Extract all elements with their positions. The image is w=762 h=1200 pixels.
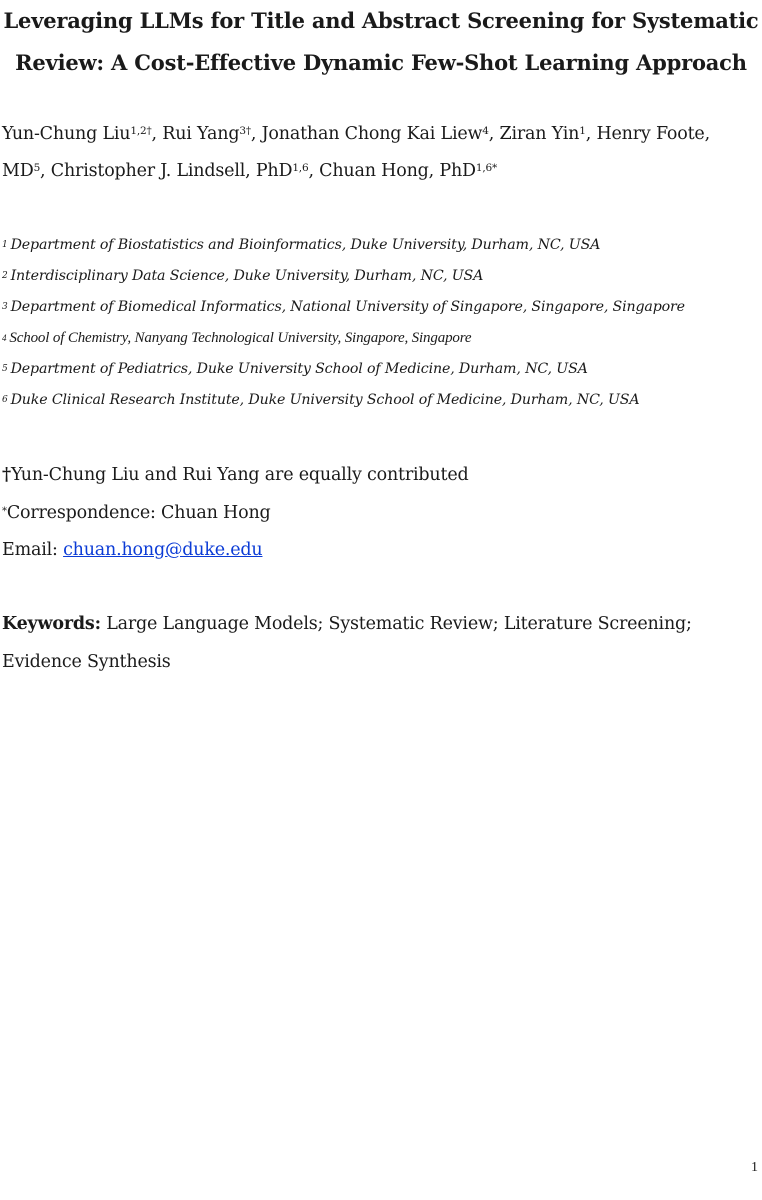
- affiliation-text: Interdisciplinary Data Science, Duke University, Durham, NC, USA: [10, 268, 484, 284]
- page-number: 1: [751, 1160, 758, 1175]
- author-affiliation-marker: 1,6*: [475, 162, 497, 174]
- affiliation-item: [2, 354, 685, 385]
- author-name: Christopher J. Lindsell, PhD: [50, 161, 293, 181]
- affiliation-text: Department of Pediatrics, Duke University School of Medicine, Durham, NC, USA: [10, 361, 588, 377]
- keywords-text: Large Language Models; Systematic Review; Literature Screening;: [100, 614, 692, 634]
- author-line-1: [2, 116, 758, 153]
- affiliation-item: [2, 261, 685, 292]
- keywords-section: [2, 606, 752, 681]
- author-separator: ,: [250, 124, 262, 144]
- affiliation-number: 6: [2, 395, 8, 405]
- keywords-label: Keywords:: [2, 614, 101, 634]
- author-separator: ,: [151, 124, 163, 144]
- author-list: [2, 116, 758, 190]
- author-affiliation-marker: 1,2†: [130, 125, 152, 137]
- affiliation-list: [2, 230, 685, 416]
- author-affiliation-marker: 1: [579, 125, 586, 137]
- author-name: Jonathan Chong Kai Liew: [261, 124, 483, 144]
- email-link[interactable]: chuan.hong@duke.edu: [63, 540, 263, 560]
- asterisk-mark: *: [2, 505, 7, 517]
- author-affiliation-marker: 3†: [239, 125, 251, 137]
- affiliation-text: Department of Biomedical Informatics, National University of Singapore, Singapore, Singapore: [10, 299, 685, 315]
- author-name: Henry Foote,: [596, 124, 710, 144]
- affiliation-item: [2, 292, 685, 323]
- equal-contribution-text: Yun-Chung Liu and Rui Yang are equally contributed: [10, 465, 469, 485]
- email-label: Email:: [2, 540, 64, 560]
- affiliation-number: 2: [2, 271, 8, 281]
- correspondence-note: [2, 495, 469, 533]
- keywords-line-2: Evidence Synthesis: [2, 651, 171, 672]
- author-separator: ,: [488, 124, 500, 144]
- affiliation-number: 5: [2, 364, 8, 374]
- author-name: Ziran Yin: [499, 124, 580, 144]
- keywords-line-1: [2, 606, 752, 644]
- affiliation-text: Department of Biostatistics and Bioinformatics, Duke University, Durham, NC, USA: [10, 237, 601, 253]
- paper-title: [0, 0, 762, 84]
- affiliation-text: School of Chemistry, Nanyang Technological University, Singapore, Singapore: [9, 330, 472, 346]
- dagger-mark: †: [2, 465, 11, 485]
- equal-contribution-note: [2, 457, 469, 495]
- affiliation-number: 4: [2, 333, 7, 343]
- author-line-2: [2, 153, 758, 190]
- email-line: [2, 532, 469, 570]
- affiliation-number: 1: [2, 240, 8, 250]
- author-affiliation-marker: 4: [482, 125, 489, 137]
- affiliation-item: [2, 230, 685, 261]
- author-affiliation-marker: 1,6: [292, 162, 309, 174]
- affiliation-item: [2, 323, 685, 354]
- author-name: MD: [2, 161, 34, 181]
- affiliation-item: [2, 385, 685, 416]
- author-separator: ,: [585, 124, 597, 144]
- title-line-2: Review: A Cost-Effective Dynamic Few-Shot Learning Approach: [15, 50, 747, 75]
- affiliation-number: 3: [2, 302, 8, 312]
- author-separator: ,: [308, 161, 320, 181]
- author-name: Yun-Chung Liu: [2, 124, 131, 144]
- author-name: Rui Yang: [162, 124, 240, 144]
- author-notes: [2, 457, 469, 570]
- author-affiliation-marker: 5: [33, 162, 41, 174]
- author-name: Chuan Hong, PhD: [319, 161, 476, 181]
- title-line-1: Leveraging LLMs for Title and Abstract Screening for Systematic: [3, 8, 759, 33]
- author-separator: ,: [40, 161, 51, 181]
- correspondence-text: Correspondence: Chuan Hong: [6, 502, 271, 523]
- affiliation-text: Duke Clinical Research Institute, Duke University School of Medicine, Durham, NC, USA: [10, 392, 640, 408]
